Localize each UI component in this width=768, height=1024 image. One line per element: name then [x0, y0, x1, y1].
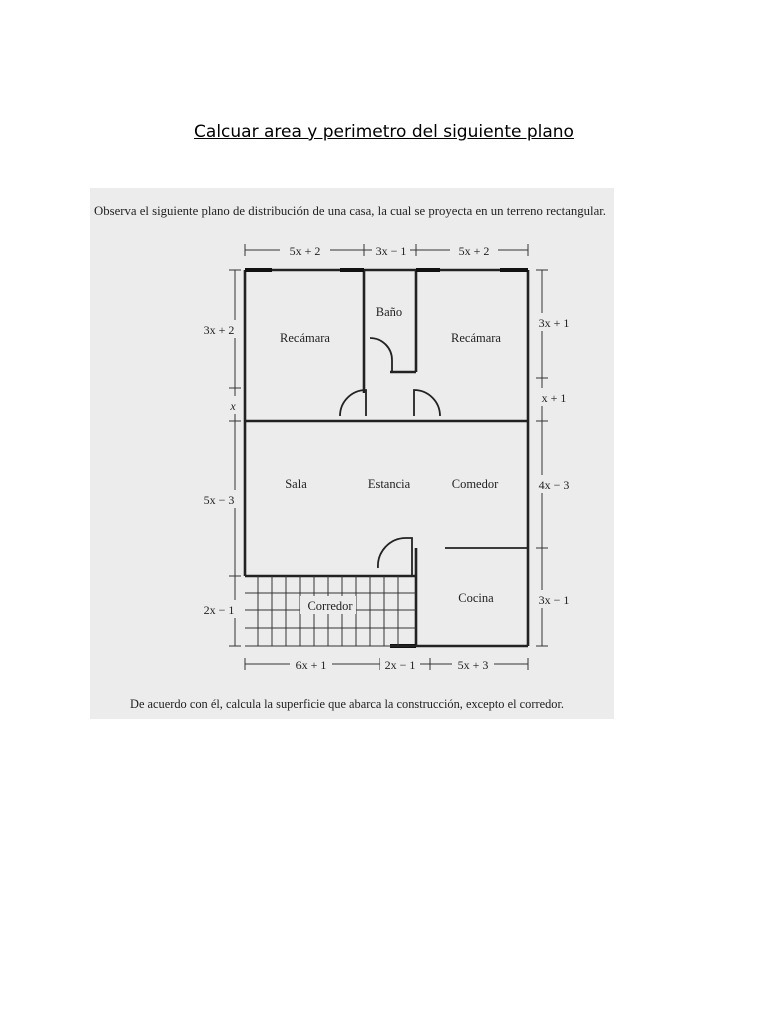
dim-left-middle: 5x − 3 [203, 493, 235, 507]
dim-right-upper: 3x + 1 [538, 316, 570, 330]
figure-intro-text: Observa el siguiente plano de distribución de una casa, la cual se proyecta en un terreno rectangular. [94, 204, 606, 218]
floor-plan-drawing [90, 188, 614, 719]
dim-left-lower: 2x − 1 [203, 603, 235, 617]
dim-top-middle: 3x − 1 [375, 244, 407, 258]
door-bano [370, 338, 392, 372]
dim-bottom-left: 6x + 1 [295, 658, 327, 672]
doors [340, 338, 440, 576]
door-corridor [378, 538, 412, 576]
floor-plan-figure [90, 188, 614, 719]
room-label-sala: Sala [285, 477, 307, 491]
dim-bottom-middle: 2x − 1 [384, 658, 416, 672]
room-label-estancia: Estancia [367, 477, 411, 491]
room-label-recamara-left: Recámara [280, 331, 330, 345]
walls [245, 270, 528, 646]
document-title: Calcuar area y perimetro del siguiente plano [194, 122, 574, 142]
dim-bottom-right: 5x + 3 [457, 658, 489, 672]
dim-top-right: 5x + 2 [458, 244, 490, 258]
wall-highlights [245, 270, 528, 646]
figure-question-text: De acuerdo con él, calcula la superficie que abarca la construcción, excepto el corredor. [130, 697, 564, 711]
dim-left-x: x [230, 399, 236, 413]
room-label-comedor: Comedor [451, 477, 499, 491]
dim-left-upper: 3x + 2 [203, 323, 235, 337]
room-label-cocina: Cocina [458, 591, 494, 605]
door-recamara-right [414, 390, 440, 416]
dim-right-middle: 4x − 3 [538, 478, 570, 492]
dim-right-x1: x + 1 [541, 391, 567, 405]
room-label-corredor: Corredor [307, 599, 353, 613]
room-label-recamara-right: Recámara [451, 331, 501, 345]
dim-top-left: 5x + 2 [289, 244, 321, 258]
door-recamara-left [340, 390, 366, 416]
dim-right-lower: 3x − 1 [538, 593, 570, 607]
room-label-bano: Baño [375, 305, 403, 319]
